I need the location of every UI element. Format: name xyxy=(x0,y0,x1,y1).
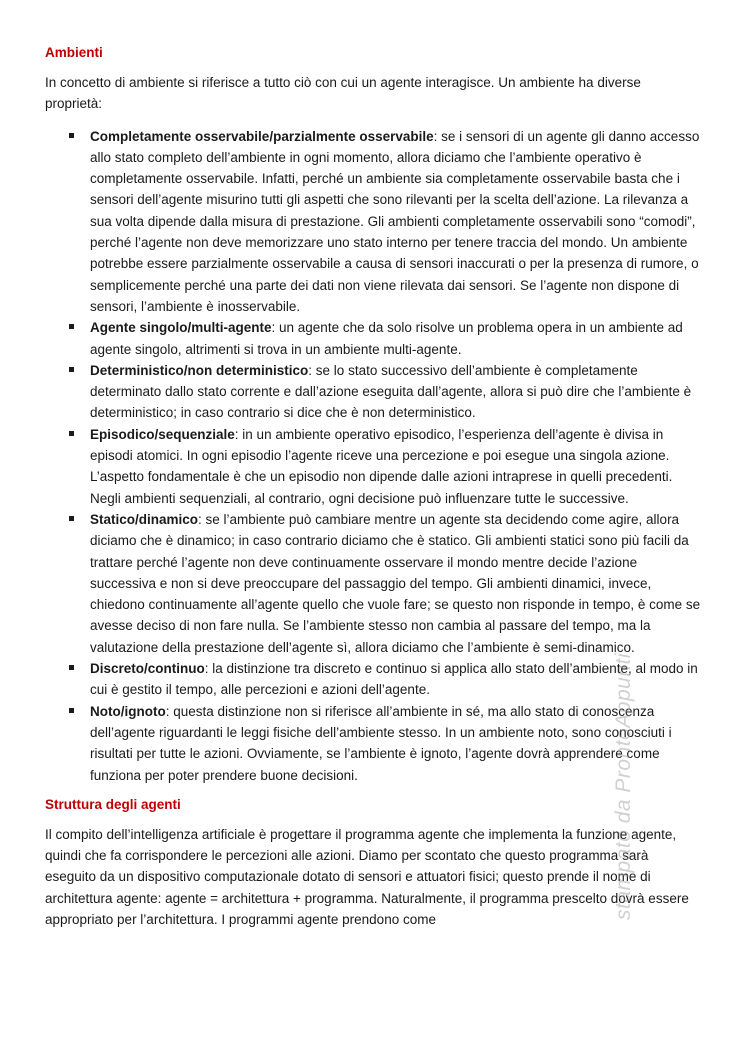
bullet-icon xyxy=(69,708,74,713)
list-item: Discreto/continuo: la distinzione tra discreto e continuo si applica allo stato dell’ambiente, al modo in cui è gestito il tempo, alle percezioni e azioni dell’agente. xyxy=(45,658,701,701)
list-item: Episodico/sequenziale: in un ambiente operativo episodico, l’esperienza dell’agente è divisa in episodi atomici. In ogni episodio l’agente riceve una percezione e poi esegue una singola azione. L’aspetto fondamentale è che un episodio non dipende dalle azioni intraprese in quelli precedenti. Negli ambienti sequenziali, al contrario, ogni decisione può influenzare tutte le successive. xyxy=(45,424,701,509)
document-page xyxy=(45,42,701,930)
bullet-icon xyxy=(69,431,74,436)
list-item: Agente singolo/multi-agente: un agente che da solo risolve un problema opera in un ambiente ad agente singolo, altrimenti si trova in un ambiente multi-agente. xyxy=(45,317,701,360)
bullet-icon xyxy=(69,516,74,521)
properties-list xyxy=(45,126,701,786)
bullet-icon xyxy=(69,133,74,138)
watermark: stampato da ProntoAppunti xyxy=(612,652,635,920)
list-item: Deterministico/non deterministico: se lo stato successivo dell’ambiente è completamente determinato dallo stato corrente e dall’azione eseguita dall’agente, allora si può dire che l’ambiente è deterministico; in caso contrario si dice che è non deterministico. xyxy=(45,360,701,424)
list-item: Completamente osservabile/parzialmente osservabile: se i sensori di un agente gli danno accesso allo stato completo dell’ambiente in ogni momento, allora diciamo che l’ambiente operativo è completamente osservabile. Infatti, perché un ambiente sia completamente osservabile basta che i sensori dell’agente misurino tutti gli aspetti che sono rilevanti per la scelta dell’azione. La rilevanza a sua volta dipende dalla misura di prestazione. Gli ambienti completamente osservabili sono “comodi”, perché l’agente non deve memorizzare uno stato interno per tenere traccia del mondo. Un ambiente potrebbe essere parzialmente osservabile a causa di sensori inaccurati o per la presenza di rumore, o semplicemente perché una parte dei dati non viene rilevata dai sensori. Se l’agente non dispone di sensori, l’ambiente è inosservabile. xyxy=(45,126,701,318)
list-item: Noto/ignoto: questa distinzione non si riferisce all’ambiente in sé, ma allo stato di conoscenza dell’agente riguardanti le leggi fisiche dell’ambiente stesso. In un ambiente noto, sono conosciuti i risultati per tutte le azioni. Ovviamente, se l’ambiente è ignoto, l’agente dovrà apprendere come funziona per poter prendere buone decisioni. xyxy=(45,701,701,786)
section-title-struttura: Struttura degli agenti xyxy=(45,796,181,812)
section-body: Il compito dell’intelligenza artificiale è progettare il programma agente che implementa la funzione agente, quindi che fa corrispondere le percezioni alle azioni. Diamo per scontato che questo programma sarà eseguito da un dispositivo computazionale dotato di sensori e attuatori fisici; questo prende il nome di architettura agente: agente = architettura + programma. Naturalmente, il programma prescelto dovrà essere appropriato per l’architettura. I programmi agente prendono come xyxy=(45,826,689,927)
bullet-icon xyxy=(69,324,74,329)
section-title-ambienti: Ambienti xyxy=(45,45,103,60)
bullet-icon xyxy=(69,665,74,670)
list-item: Statico/dinamico: se l’ambiente può cambiare mentre un agente sta decidendo come agire, allora diciamo che è dinamico; in caso contrario diciamo che è statico. Gli ambienti statici sono più facili da trattare perché l’agente non deve continuamente osservare il mondo mentre decide l’azione successiva e non si deve preoccupare del passaggio del tempo. Gli ambienti dinamici, invece, chiedono continuamente all’agente quello che vuole fare; se questo non risponde in tempo, è come se avesse deciso di non fare nulla. Se l’ambiente stesso non cambia al passare del tempo, ma la valutazione della prestazione dell’agente sì, allora diciamo che l’ambiente è semi-dinamico. xyxy=(45,509,701,658)
bullet-icon xyxy=(69,367,74,372)
section-intro: In concetto di ambiente si riferisce a tutto ciò con cui un agente interagisce. Un ambiente ha diverse proprietà: xyxy=(45,75,641,112)
